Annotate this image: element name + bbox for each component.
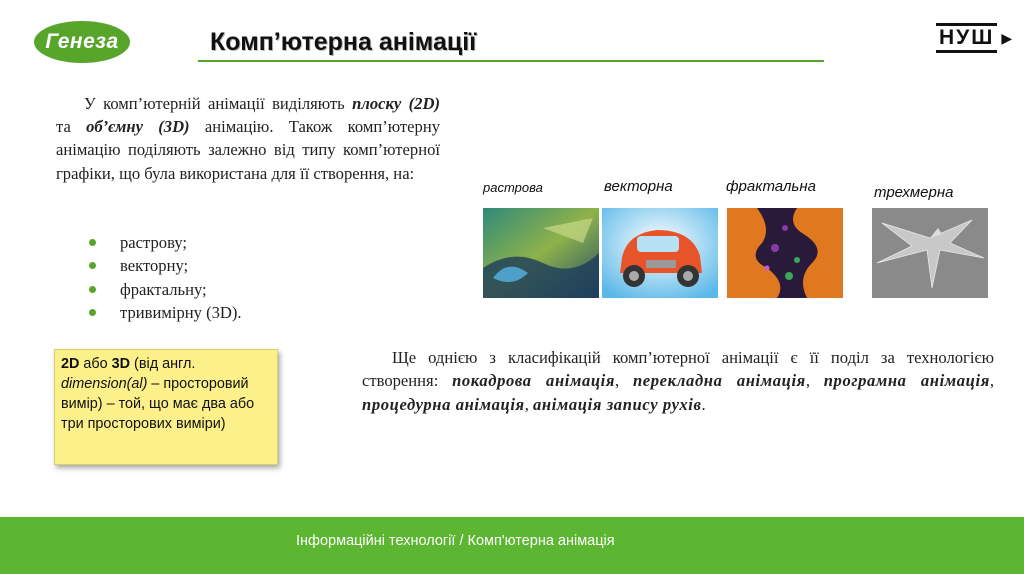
term-3d-paren: (3D) (158, 117, 190, 137)
dimension-note (54, 349, 278, 465)
note-dim-b: 3D (111, 356, 131, 372)
technique-term: анімація запису рухів (533, 394, 702, 414)
raster-label: растрова (483, 180, 543, 195)
separator: , (805, 371, 824, 391)
nush-badge (936, 20, 1013, 56)
classif-lead: Ще однією з класифікацій комп’ютерної анімації є її поділ за технологією створення: (362, 348, 994, 391)
intro-text-3: анімацію. Також комп’ютерну анімацію поділяють залежно від типу комп’ютерної графіки, що була використана для її створення, на: (56, 117, 440, 183)
separator: , (524, 394, 533, 414)
list-item: растрову; (88, 231, 242, 254)
list-item: тривимірну (3D). (88, 301, 242, 324)
technique-term: процедурна анімація (362, 394, 525, 414)
intro-text-1: У комп’ютерній анімації виділяють (84, 94, 353, 113)
nush-badge-text: НУШ (936, 23, 997, 53)
term-2d-word: плоску (352, 94, 402, 113)
note-rest: – просторовий вимір) – той, що має два або три просторових виміри) (61, 376, 255, 432)
term-3d-word: об’ємну (86, 117, 143, 137)
3d-image (872, 208, 988, 298)
list-item: фрактальну; (88, 278, 242, 301)
footer-bar (0, 517, 1024, 574)
separator: , (989, 371, 995, 391)
vector-label: векторна (604, 178, 673, 195)
fractal-label: фрактальна (726, 178, 816, 195)
fractal-image (727, 208, 843, 298)
play-arrow-icon: ▶ (1001, 29, 1013, 46)
note-dim-a: 2D (61, 356, 80, 372)
3d-label: трехмерна (874, 184, 954, 201)
geneza-logo (34, 21, 130, 63)
footer-text: Інформаційні технології / Комп'ютерна анімація (296, 533, 615, 549)
animation-types-list (88, 231, 242, 325)
page-title: Комп’ютерна анімації (210, 28, 477, 56)
note-or: або (79, 356, 112, 372)
intro-text-2: та (56, 117, 87, 137)
note-lead: (від англ. (130, 356, 196, 372)
classification-paragraph (362, 346, 994, 416)
list-item: векторну; (88, 254, 242, 277)
animation-examples-gallery (480, 178, 1000, 308)
technique-term: програмна анімація (823, 371, 990, 391)
separator: , (615, 371, 633, 391)
technique-term: перекладна анімація (632, 371, 806, 391)
intro-paragraph (56, 92, 440, 185)
raster-image (483, 208, 599, 298)
term-2d-paren: (2D) (408, 94, 440, 113)
logo-text: Генеза (45, 30, 119, 53)
vector-image (602, 208, 718, 298)
technique-term: покадрова анімація (452, 371, 616, 391)
title-underline (198, 60, 824, 62)
end-punctuation: . (701, 394, 706, 414)
note-term: dimension(al) (61, 376, 148, 392)
